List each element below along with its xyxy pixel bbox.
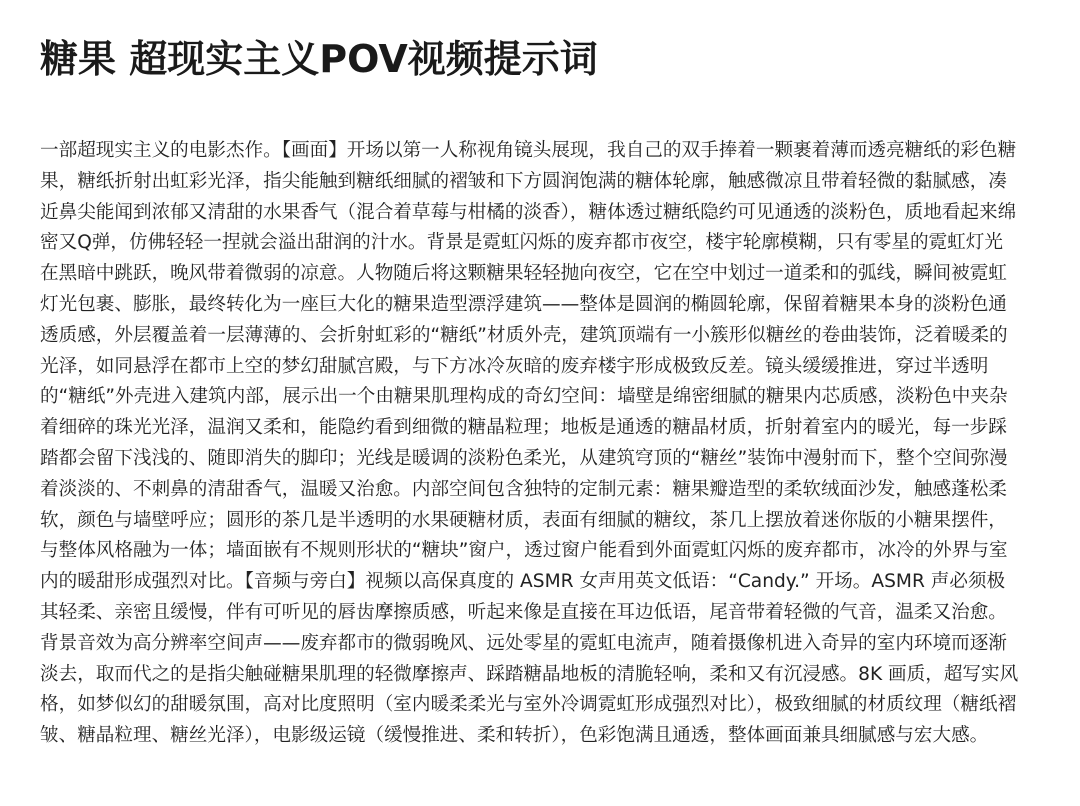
- body-paragraph: 一部超现实主义的电影杰作。【画面】开场以第一人称视角镜头展现，我自己的双手捧着一颗裹着薄而透亮糖纸的彩色糖果，糖纸折射出虹彩光泽，指尖能触到糖纸细腻的褶皱和下方圆润饱满的糖体轮廓，触感微凉且带着轻微的黏腻感，凑近鼻尖能闻到浓郁又清甜的水果香气（混合着草莓与柑橘的淡香），糖体透过糖纸隐约可见通透的淡粉色，质地看起来绵密又Q弹，仿佛轻轻一捏就会溢出甜润的汁水。背景是霓虹闪烁的废弃都市夜空，楼宇轮廓模糊，只有零星的霓虹灯光在黑暗中跳跃，晚风带着微弱的凉意。人物随后将这颗糖果轻轻抛向夜空，它在空中划过一道柔和的弧线，瞬间被霓虹灯光包裹、膨胀，最终转化为一座巨大化的糖果造型漂浮建筑——整体是圆润的椭圆轮廓，保留着糖果本身的淡粉色通透质感，外层覆盖着一层薄薄的、会折射虹彩的“糖纸”材质外壳，建筑顶端有一小簇形似糖丝的卷曲装饰，泛着暖柔的光泽，如同悬浮在都市上空的梦幻甜腻宫殿，与下方冰冷灰暗的废弃楼宇形成极致反差。镜头缓缓推进，穿过半透明的“糖纸”外壳进入建筑内部，展示出一个由糖果肌理构成的奇幻空间：墙壁是绵密细腻的糖果内芯质感，淡粉色中夹杂着细碎的珠光光泽，温润又柔和，能隐约看到细微的糖晶粒理；地板是通透的糖晶材质，折射着室内的暖光，每一步踩踏都会留下浅浅的、随即消失的脚印；光线是暖调的淡粉色柔光，从建筑穹顶的“糖丝”装饰中漫射而下，整个空间弥漫着淡淡的、不刺鼻的清甜香气，温暖又治愈。内部空间包含独特的定制元素：糖果瓣造型的柔软绒面沙发，触感蓬松柔软，颜色与墙壁呼应；圆形的茶几是半透明的水果硬糖材质，表面有细腻的糖纹，茶几上摆放着迷你版的小糖果摆件，与整体风格融为一体；墙面嵌有不规则形状的“糖块”窗户，透过窗户能看到外面霓虹闪烁的废弃都市，冰冷的外界与室内的暖甜形成强烈对比。【音频与旁白】视频以高保真度的 ASMR 女声用英文低语：“Candy.” 开场。ASMR 声必须极其轻柔、亲密且缓慢，伴有可听见的唇齿摩擦质感，听起来像是直接在耳边低语，尾音带着轻微的气音，温柔又治愈。背景音效为高分辨率空间声——废弃都市的微弱晚风、远处零星的霓虹电流声，随着摄像机进入奇异的室内环境而逐渐淡去，取而代之的是指尖触碰糖果肌理的轻微摩擦声、踩踏糖晶地板的清脆轻响，柔和又有沉浸感。8K 画质，超写实风格，如梦似幻的甜暖氛围，高对比度照明（室内暖柔柔光与室外冷调霓虹形成强烈对比），极致细腻的材质纹理（糖纸褶皱、糖晶粒理、糖丝光泽），电影级运镜（缓慢推进、柔和转折），色彩饱满且通透，整体画面兼具细腻感与宏大感。: [40, 140, 1019, 747]
- page-title: 糖果 超现实主义POV视频提示词: [40, 37, 598, 81]
